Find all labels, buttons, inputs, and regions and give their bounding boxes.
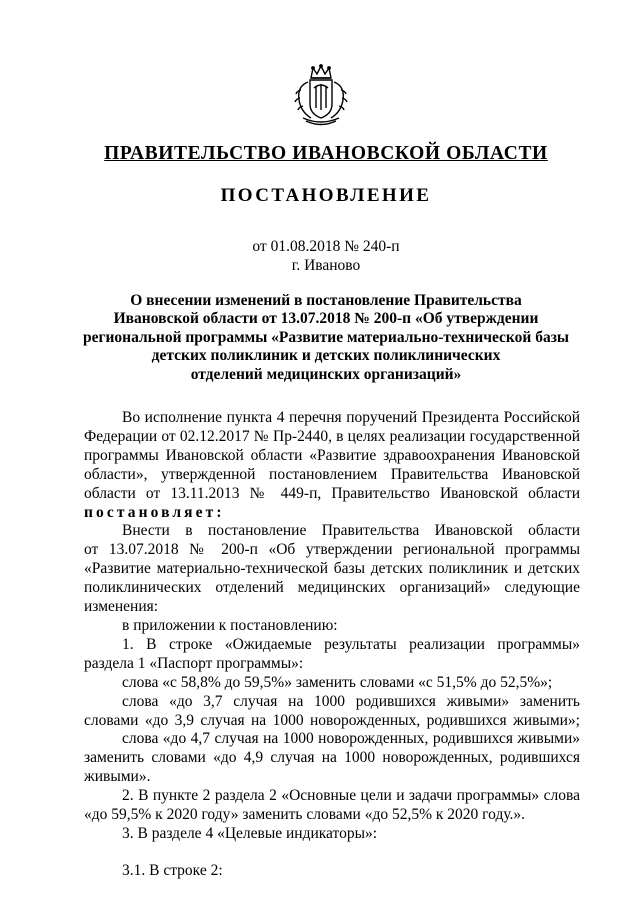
- body-line: Внести в постановление Правительства Ивановской области: [122, 522, 580, 540]
- body-line: программы Ивановской области «Развитие здравоохранения Ивановской: [84, 446, 580, 464]
- body-line: «до 59,5% к 2020 году» заменить словами «до 52,5% к 2020 году.».: [84, 806, 526, 824]
- body-line: изменения:: [84, 598, 159, 616]
- heading-line: Ивановской области от 13.07.2018 № 200-п «Об утверждении: [113, 310, 539, 328]
- coat-of-arms-icon: [289, 62, 353, 126]
- body-line: Во исполнение пункта 4 перечня поручений Президента Российской: [122, 409, 580, 426]
- body-line: 3. В разделе 4 «Целевые индикаторы»:: [122, 824, 378, 842]
- body-line: 3.1. В строке 2:: [122, 861, 223, 879]
- document-city: г. Иваново: [291, 257, 361, 274]
- body-line: слова «до 3,7 случая на 1000 родившихся живыми» заменить: [122, 692, 580, 710]
- document-type: ПОСТАНОВЛЕНИЕ: [220, 185, 432, 206]
- government-title: ПРАВИТЕЛЬСТВО ИВАНОВСКОЙ ОБЛАСТИ: [104, 143, 548, 164]
- body-line: поликлинических отделений медицинских организаций» следующие: [84, 579, 580, 597]
- body-line: области», утвержденной постановлением Правительства Ивановской: [84, 465, 580, 483]
- body-line: словами «до 3,9 случая на 1000 новорожденных, родившихся живыми»;: [84, 711, 580, 729]
- heading-line: региональной программы «Развитие материально-технической базы: [82, 328, 570, 346]
- body-line-decree-word: постановляет:: [84, 503, 225, 521]
- heading-line: детских поликлиник и детских поликлинических: [151, 347, 501, 365]
- body-line: 2. В пункте 2 раздела 2 «Основные цели и задачи программы» слова: [122, 787, 580, 805]
- body-line: заменить словами «до 4,9 случая на 1000 новорожденных, родившихся: [84, 749, 580, 767]
- document-body: [84, 409, 580, 881]
- body-line: в приложении к постановлению:: [122, 616, 338, 634]
- body-line: раздела 1 «Паспорт программы»:: [84, 654, 304, 672]
- body-line: слова «с 58,8% до 59,5%» заменить словами «с 51,5% до 52,5%»;: [122, 673, 553, 691]
- body-line: области от 13.11.2013 № 449-п, Правительство Ивановской области: [84, 484, 580, 502]
- paragraph-gap: [84, 844, 580, 862]
- heading-line: О внесении изменений в постановление Правительства: [130, 292, 522, 309]
- body-line: Федерации от 02.12.2017 № Пр-2440, в целях реализации государственной: [84, 427, 580, 445]
- body-line: «Развитие материально-технической базы детских поликлиник и детских: [84, 560, 580, 578]
- document-date-number: от 01.08.2018 № 240-п: [252, 238, 400, 255]
- body-line: 1. В строке «Ожидаемые результаты реализации программы»: [122, 635, 580, 653]
- document-heading: [60, 292, 592, 384]
- body-line: слова «до 4,7 случая на 1000 новорожденных, родившихся живыми»: [122, 730, 580, 748]
- body-line: от 13.07.2018 № 200-п «Об утверждении региональной программы: [84, 541, 580, 559]
- heading-line: отделений медицинских организаций»: [190, 365, 462, 383]
- body-line: живыми».: [84, 768, 151, 786]
